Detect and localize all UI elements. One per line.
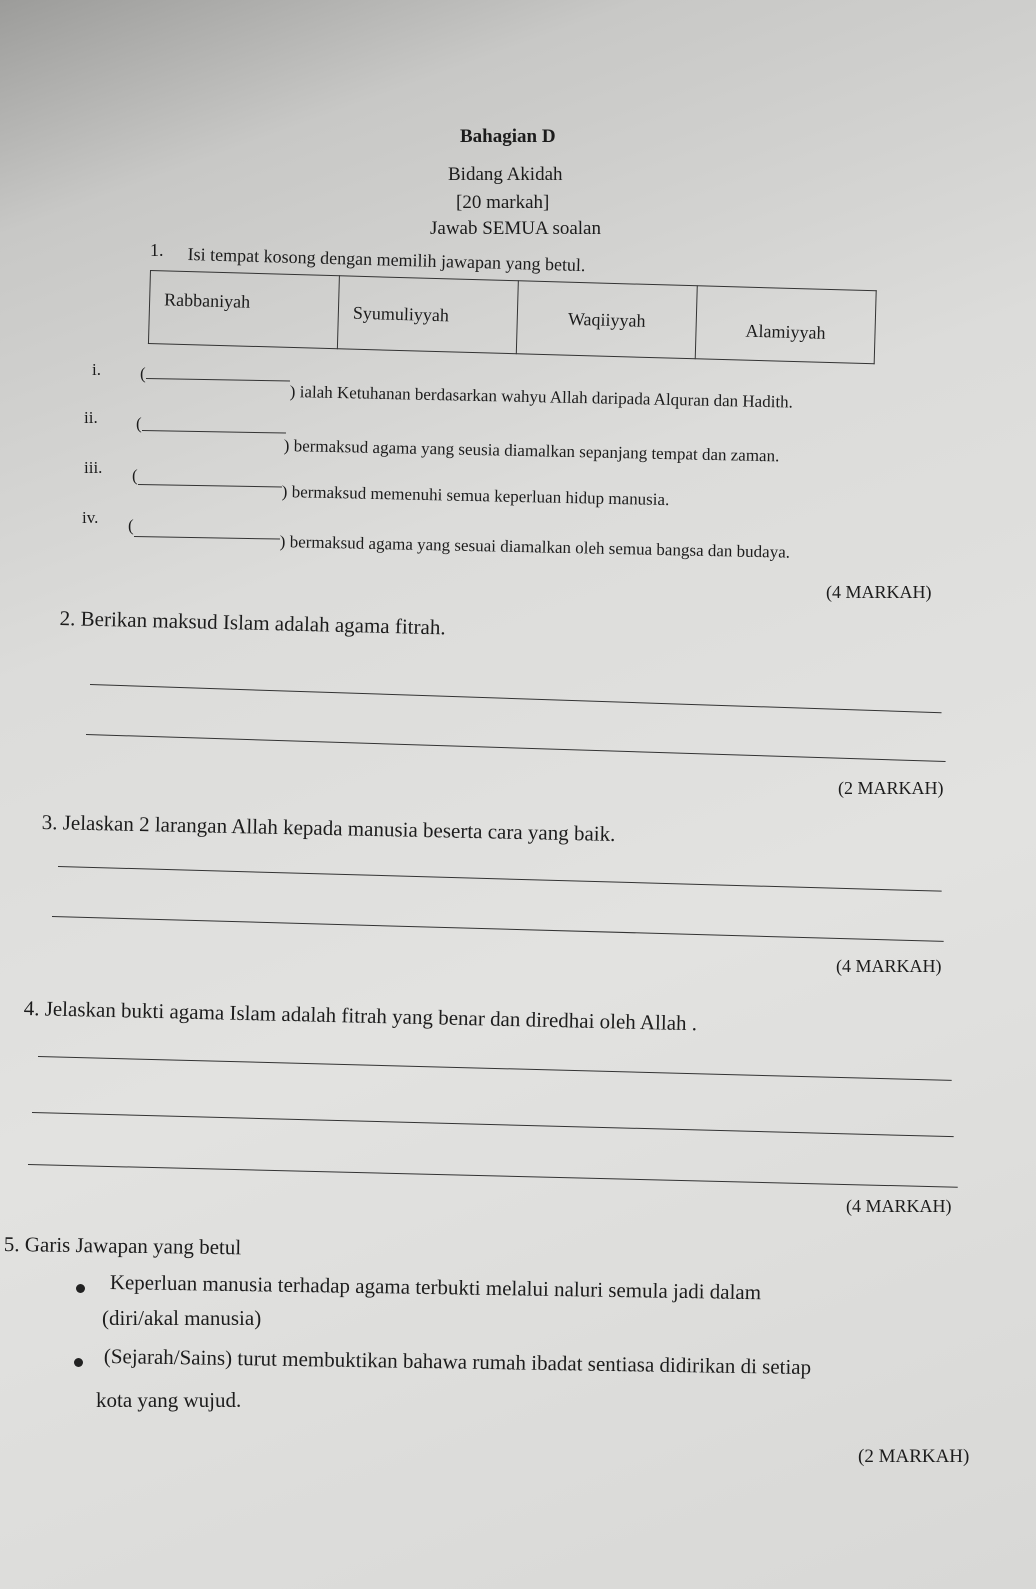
answer-blank[interactable] xyxy=(146,378,290,382)
options-table xyxy=(148,270,877,364)
answer-line[interactable] xyxy=(32,1112,954,1137)
q5-bullet1-line1: Keperluan manusia terhadap agama terbukti melalui naluri semula jadi dalam xyxy=(109,1270,762,1305)
option-cell: Syumuliyyah xyxy=(337,276,518,354)
q5-marks: (2 MARKAH) xyxy=(858,1446,970,1467)
option-cell: Alamiyyah xyxy=(695,286,876,364)
q5-text: 5. Garis Jawapan yang betul xyxy=(3,1232,242,1260)
q1-item-number: iii. xyxy=(84,458,103,477)
option-cell: Waqiiyyah xyxy=(516,281,697,359)
q1-open-paren: ( xyxy=(140,364,146,383)
instruction: Jawab SEMUA soalan xyxy=(430,218,601,239)
q1-item-number: i. xyxy=(92,360,101,379)
q5-bullet2-line2: kota yang wujud. xyxy=(96,1388,242,1412)
q1-item-text: ) bermaksud agama yang seusia diamalkan sepanjang tempat dan zaman. xyxy=(283,436,780,466)
bullet-icon xyxy=(74,1358,83,1367)
q1-item-text: ) ialah Ketuhanan berdasarkan wahyu Allah daripada Alquran dan Hadith. xyxy=(289,382,794,412)
q1-open-paren: ( xyxy=(132,466,138,485)
q1-open-paren: ( xyxy=(136,414,142,433)
field-title: Bidang Akidah xyxy=(448,164,563,185)
answer-line[interactable] xyxy=(86,734,946,762)
q2-marks: (2 MARKAH) xyxy=(838,778,944,798)
q3-text: 3. Jelaskan 2 larangan Allah kepada manusia beserta cara yang baik. xyxy=(41,810,616,847)
q5-bullet2-line1: (Sejarah/Sains) turut membuktikan bahawa rumah ibadat sentiasa didirikan di setiap xyxy=(103,1344,812,1380)
answer-line[interactable] xyxy=(52,916,944,942)
q4-marks: (4 MARKAH) xyxy=(846,1196,952,1216)
q1-item-number: ii. xyxy=(84,408,98,427)
q1-item-number: iv. xyxy=(82,508,99,527)
q1-number: 1. xyxy=(150,240,164,260)
total-marks: [20 markah] xyxy=(456,192,550,213)
option-cell: Rabbaniyah xyxy=(148,271,339,349)
answer-line[interactable] xyxy=(90,684,942,713)
section-title: Bahagian D xyxy=(460,126,556,147)
answer-blank[interactable] xyxy=(134,536,280,540)
answer-line[interactable] xyxy=(38,1056,952,1081)
bullet-icon xyxy=(76,1284,85,1293)
q4-text: 4. Jelaskan bukti agama Islam adalah fitrah yang benar dan diredhai oleh Allah . xyxy=(23,996,698,1036)
answer-line[interactable] xyxy=(28,1164,958,1188)
q1-text: Isi tempat kosong dengan memilih jawapan yang betul. xyxy=(187,244,586,276)
q5-bullet1-line2: (diri/akal manusia) xyxy=(102,1306,262,1330)
answer-line[interactable] xyxy=(58,866,942,892)
answer-blank[interactable] xyxy=(142,430,286,434)
answer-blank[interactable] xyxy=(138,484,282,488)
q2-text: 2. Berikan maksud Islam adalah agama fitrah. xyxy=(59,606,446,640)
q1-item-text: ) bermaksud agama yang sesuai diamalkan oleh semua bangsa dan budaya. xyxy=(279,532,791,562)
q1-item-text: ) bermaksud memenuhi semua keperluan hidup manusia. xyxy=(281,482,670,510)
q1-marks: (4 MARKAH) xyxy=(826,582,932,602)
q1-open-paren: ( xyxy=(128,516,134,535)
q3-marks: (4 MARKAH) xyxy=(836,956,942,976)
